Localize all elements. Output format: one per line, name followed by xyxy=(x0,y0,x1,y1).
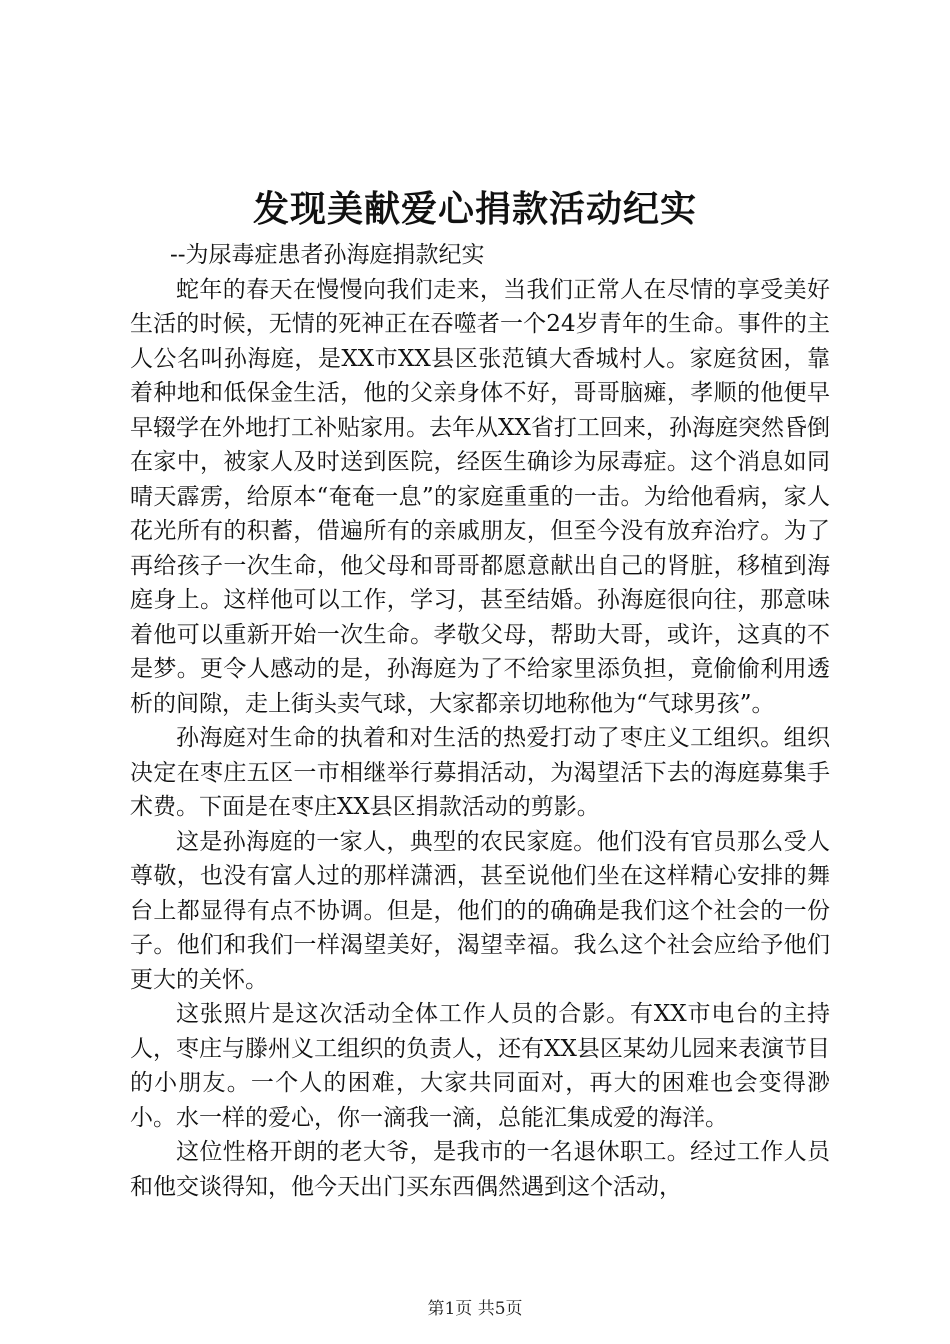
paragraph-5: 这位性格开朗的老大爷，是我市的一名退休职工。经过工作人员和他交谈得知，他今天出门买东西偶然遇到这个活动， xyxy=(130,1139,830,1200)
page-number-footer: 第1页 共5页 xyxy=(427,1299,523,1319)
document-body xyxy=(130,238,830,1204)
document-title: 发现美献爱心捐款活动纪实 xyxy=(252,188,697,230)
paragraph-3: 这是孙海庭的一家人，典型的农民家庭。他们没有官员那么受人尊敬，也没有富人过的那样潇洒，甚至说他们坐在这样精心安排的舞台上都显得有点不协调。但是，他们的的确确是我们这个社会的一份子。他们和我们一样渴望美好，渴望幸福。我么这个社会应给予他们更大的关怀。 xyxy=(130,828,830,993)
paragraph-2: 孙海庭对生命的执着和对生活的热爱打动了枣庄义工组织。组织决定在枣庄五区一市相继举行募捐活动，为渴望活下去的海庭募集手术费。下面是在枣庄XX县区捐款活动的剪影。 xyxy=(130,725,830,820)
paragraph-1: 蛇年的春天在慢慢向我们走来，当我们正常人在尽情的享受美好生活的时候，无情的死神正在吞噬者一个24岁青年的生命。事件的主人公名叫孙海庭，是XX市XX县区张范镇大香城村人。家庭贫困，靠着种地和低保金生活，他的父亲身体不好，哥哥脑瘫，孝顺的他便早早辍学在外地打工补贴家用。去年从XX省打工回来，孙海庭突然昏倒在家中，被家人及时送到医院，经医生确诊为尿毒症。这个消息如同晴天霹雳，给原本“奄奄一息”的家庭重重的一击。为给他看病，家人花光所有的积蓄，借遍所有的亲戚朋友，但至今没有放弃治疗。为了再给孩子一次生命，他父母和哥哥都愿意献出自己的肾脏，移植到海庭身上。这样他可以工作，学习，甚至结婚。孙海庭很向往，那意味着他可以重新开始一次生命。孝敬父母，帮助大哥，或许，这真的不是梦。更令人感动的是，孙海庭为了不给家里添负担，竟偷偷利用透析的间隙，走上街头卖气球，大家都亲切地称他为“气球男孩”。 xyxy=(130,276,830,717)
paragraph-4: 这张照片是这次活动全体工作人员的合影。有XX市电台的主持人，枣庄与滕州义工组织的负责人，还有XX县区某幼儿园来表演节目的小朋友。一个人的困难，大家共同面对，再大的困难也会变得渺小。水一样的爱心，你一滴我一滴，总能汇集成爱的海洋。 xyxy=(130,1001,830,1131)
document-subtitle: --为尿毒症患者孙海庭捐款纪实 xyxy=(170,242,485,268)
